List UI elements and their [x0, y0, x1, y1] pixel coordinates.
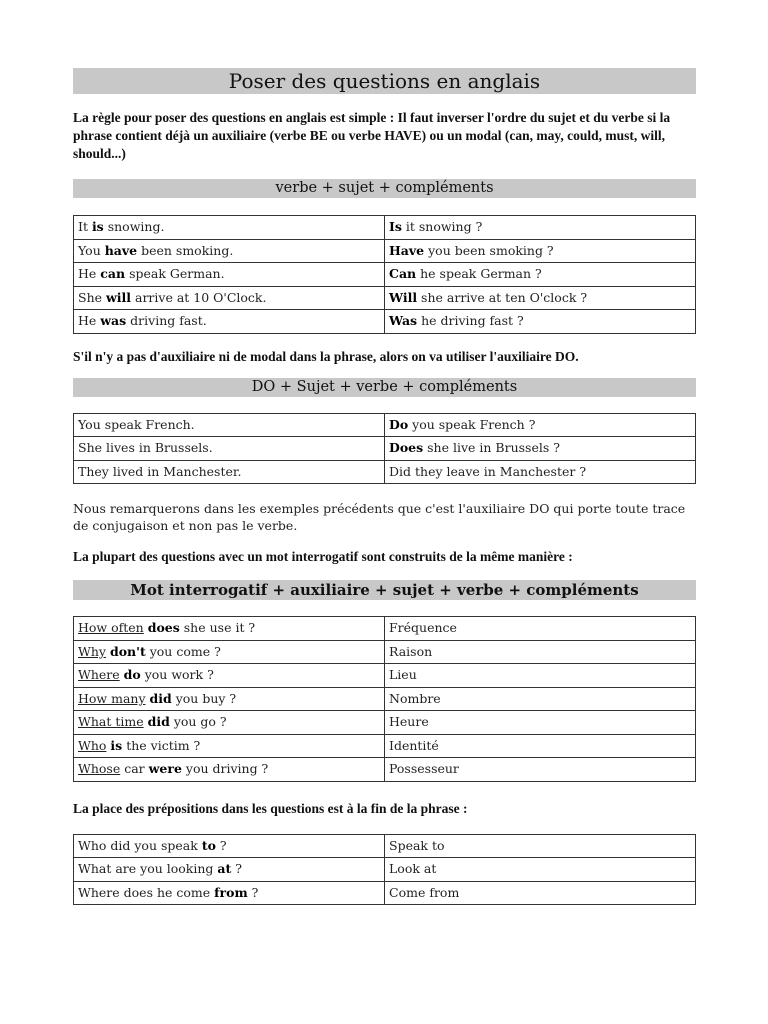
question-cell: How many did you buy ? [74, 687, 385, 711]
meaning-cell: Identité [385, 734, 696, 758]
transition-paragraph-1: S'il n'y a pas d'auxiliaire ni de modal dans la phrase, alors on va utiliser l'auxiliaire DO. [73, 348, 579, 364]
statement-cell: He was driving fast. [74, 310, 385, 334]
question-cell: Whose car were you driving ? [74, 758, 385, 782]
statement-cell: They lived in Manchester. [74, 460, 385, 484]
transition-paragraph-2: La plupart des questions avec un mot interrogatif sont construits de la même manière : [73, 549, 573, 564]
prepositions-table [73, 834, 696, 906]
phrasal-verb-cell: Look at [385, 858, 696, 882]
question-cell: Who did you speak to ? [74, 834, 385, 858]
phrasal-verb-cell: Speak to [385, 834, 696, 858]
table-row [74, 834, 696, 858]
question-cell: Is it snowing ? [385, 216, 696, 240]
question-cell: What time did you go ? [74, 711, 385, 735]
question-cell: Did they leave in Manchester ? [385, 460, 696, 484]
meaning-cell: Fréquence [385, 617, 696, 641]
statement-cell: He can speak German. [74, 263, 385, 287]
table-row [74, 734, 696, 758]
table-row [74, 640, 696, 664]
meaning-cell: Nombre [385, 687, 696, 711]
meaning-cell: Lieu [385, 664, 696, 688]
table-row [74, 239, 696, 263]
table-row [74, 664, 696, 688]
statement-cell: You speak French. [74, 413, 385, 437]
question-cell: Was he driving fast ? [385, 310, 696, 334]
question-cell: Do you speak French ? [385, 413, 696, 437]
question-words-table [73, 616, 696, 782]
table-row [74, 617, 696, 641]
intro-paragraph: La règle pour poser des questions en anglais est simple : Il faut inverser l'ordre du sujet et du verbe si la phrase contient déjà un auxiliaire (verbe BE ou verbe HAVE) ou un modal (can, may, could, must, will, should...) [73, 110, 671, 161]
table-row [74, 881, 696, 905]
question-cell: Where do you work ? [74, 664, 385, 688]
question-cell: Does she live in Brussels ? [385, 437, 696, 461]
transition-paragraph-3: La place des prépositions dans les questions est à la fin de la phrase : [73, 800, 468, 816]
table-row [74, 413, 696, 437]
question-cell: How often does she use it ? [74, 617, 385, 641]
phrasal-verb-cell: Come from [385, 881, 696, 905]
section-heading-2: DO + Sujet + verbe + compléments [73, 378, 696, 397]
table-row [74, 310, 696, 334]
do-auxiliary-table [73, 413, 696, 485]
table-row [74, 687, 696, 711]
question-cell: Have you been smoking ? [385, 239, 696, 263]
statement-cell: She will arrive at 10 O'Clock. [74, 286, 385, 310]
question-cell: Can he speak German ? [385, 263, 696, 287]
document-page [73, 68, 696, 905]
section-heading-3: Mot interrogatif + auxiliaire + sujet + verbe + compléments [73, 580, 696, 600]
remark-paragraph: Nous remarquerons dans les exemples précédents que c'est l'auxiliaire DO qui porte toute trace de conjugaison et non pas le verbe. [73, 501, 686, 533]
question-cell: Who is the victim ? [74, 734, 385, 758]
question-cell: What are you looking at ? [74, 858, 385, 882]
table-row [74, 286, 696, 310]
table-row [74, 263, 696, 287]
table-row [74, 216, 696, 240]
question-cell: Where does he come from ? [74, 881, 385, 905]
table-row [74, 858, 696, 882]
meaning-cell: Possesseur [385, 758, 696, 782]
statement-cell: She lives in Brussels. [74, 437, 385, 461]
question-cell: Why don't you come ? [74, 640, 385, 664]
inversion-table [73, 215, 696, 334]
question-cell: Will she arrive at ten O'clock ? [385, 286, 696, 310]
meaning-cell: Raison [385, 640, 696, 664]
statement-cell: You have been smoking. [74, 239, 385, 263]
table-row [74, 711, 696, 735]
page-title: Poser des questions en anglais [73, 68, 696, 94]
table-row [74, 437, 696, 461]
table-row [74, 460, 696, 484]
statement-cell: It is snowing. [74, 216, 385, 240]
table-row [74, 758, 696, 782]
section-heading-1: verbe + sujet + compléments [73, 179, 696, 198]
meaning-cell: Heure [385, 711, 696, 735]
